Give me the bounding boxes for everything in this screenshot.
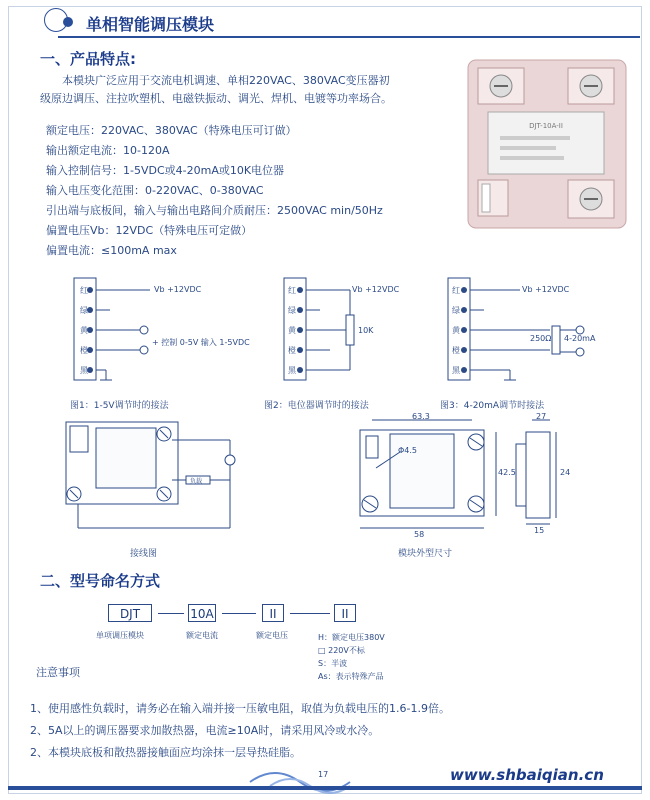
footer-url[interactable]: www.shbaiqian.cn xyxy=(450,766,604,784)
d1-vb-label: Vb +12VDC xyxy=(154,285,202,294)
naming-heading: 二、型号命名方式 xyxy=(40,572,161,590)
model-box-voltage: II xyxy=(262,604,284,622)
d3-terminal-yellow: 黄 xyxy=(452,326,460,335)
page-title: 单相智能调压模块 xyxy=(86,15,215,34)
spec-voltage-range: 输入电压变化范围：0-220VAC、0-380VAC xyxy=(46,184,264,197)
dim-height: 42.5 xyxy=(498,468,516,477)
load-label: 负载 xyxy=(190,478,203,485)
note-item-1: 1、使用感性负载时，请务必在输入端并接一压敏电阻，取值为负载电压的1.6-1.9倍。 xyxy=(30,702,450,715)
d3-terminal-orange: 橙 xyxy=(452,346,460,355)
dim-side-bottom: 15 xyxy=(534,526,545,535)
model-option-220: □ 220V不标 xyxy=(318,646,365,655)
features-intro-line2: 级原边调压、注拉吹塑机、电磁铁振动、调光、焊机、电镀等功率场合。 xyxy=(40,92,392,105)
model-box-series: DJT xyxy=(108,604,152,622)
d1-terminal-green: 绿 xyxy=(80,306,88,315)
dim-hole: Φ4.5 xyxy=(398,446,418,455)
d2-pot-label: 10K xyxy=(358,326,374,335)
d1-signal-label: + 控制 0-5V 输入 1-5VDC xyxy=(152,338,250,347)
caption-figure3: 图3：4-20mA调节时接法 xyxy=(440,401,545,411)
d2-terminal-yellow: 黄 xyxy=(288,326,296,335)
dim-length: 58 xyxy=(414,530,425,539)
d3-terminal-red: 红 xyxy=(452,286,460,295)
note-item-2: 2、5A以上的调压器要求加散热器，电流≥10A时，请采用风冷或水冷。 xyxy=(30,724,380,737)
d1-terminal-orange: 橙 xyxy=(80,346,88,355)
product-label-text: DJT-10A-II xyxy=(529,122,563,130)
caption-figure1: 图1：1-5V调节时的接法 xyxy=(70,401,169,411)
d3-terminal-black: 黑 xyxy=(452,366,460,375)
d3-res-label: 250Ω xyxy=(530,334,552,343)
model-box-type: II xyxy=(334,604,356,622)
d2-terminal-black: 黑 xyxy=(288,366,296,375)
d3-vb-label: Vb +12VDC xyxy=(522,285,570,294)
spec-bias-voltage: 偏置电压Vb：12VDC（特殊电压可定做） xyxy=(46,224,253,237)
spec-bias-current: 偏置电流：≤100mA max xyxy=(46,244,177,257)
dim-side-top: 27 xyxy=(536,412,547,421)
model-label-current: 额定电流 xyxy=(186,631,218,640)
features-intro-line1: 本模块广泛应用于交流电机调速、单相220VAC、380VAC变压器初 xyxy=(62,74,390,87)
d1-terminal-black: 黑 xyxy=(80,366,88,375)
model-option-h: H：额定电压380V xyxy=(318,633,385,642)
wiring-caption: 接线图 xyxy=(130,549,158,559)
dims-caption: 模块外型尺寸 xyxy=(398,549,453,559)
d2-terminal-green: 绿 xyxy=(288,306,296,315)
d3-terminal-green: 绿 xyxy=(452,306,460,315)
d2-terminal-orange: 橙 xyxy=(288,346,296,355)
dim-width: 63.3 xyxy=(412,412,430,421)
d2-terminal-red: 红 xyxy=(288,286,296,295)
d1-terminal-yellow: 黄 xyxy=(80,326,88,335)
model-label-voltage: 额定电压 xyxy=(256,631,288,640)
d2-vb-label: Vb +12VDC xyxy=(352,285,400,294)
note-item-3: 2、本模块底板和散热器接触面应均涂抹一层导热硅脂。 xyxy=(30,746,301,759)
model-label-series: 单项调压模块 xyxy=(96,631,144,640)
footer-bar xyxy=(8,786,642,790)
spec-rated-voltage: 额定电压：220VAC、380VAC（特殊电压可订做） xyxy=(46,124,297,137)
features-heading: 一、产品特点: xyxy=(40,50,136,68)
model-box-current: 10A xyxy=(188,604,216,622)
model-option-s: S：半波 xyxy=(318,659,348,668)
d1-terminal-red: 红 xyxy=(80,286,88,295)
spec-dielectric: 引出端与底板间，输入与输出电路间介质耐压：2500VAC min/50Hz xyxy=(46,204,383,217)
dim-side-height: 24 xyxy=(560,468,571,477)
notes-heading: 注意事项 xyxy=(36,666,80,679)
d3-current-label: 4-20mA xyxy=(564,334,596,343)
spec-input-signal: 输入控制信号：1-5VDC或4-20mA或10K电位器 xyxy=(46,164,285,177)
model-option-as: As：表示特殊产品 xyxy=(318,672,384,681)
caption-figure2: 图2：电位器调节时的接法 xyxy=(264,401,369,411)
page-number: 17 xyxy=(318,770,329,779)
spec-output-current: 输出额定电流：10-120A xyxy=(46,144,170,157)
